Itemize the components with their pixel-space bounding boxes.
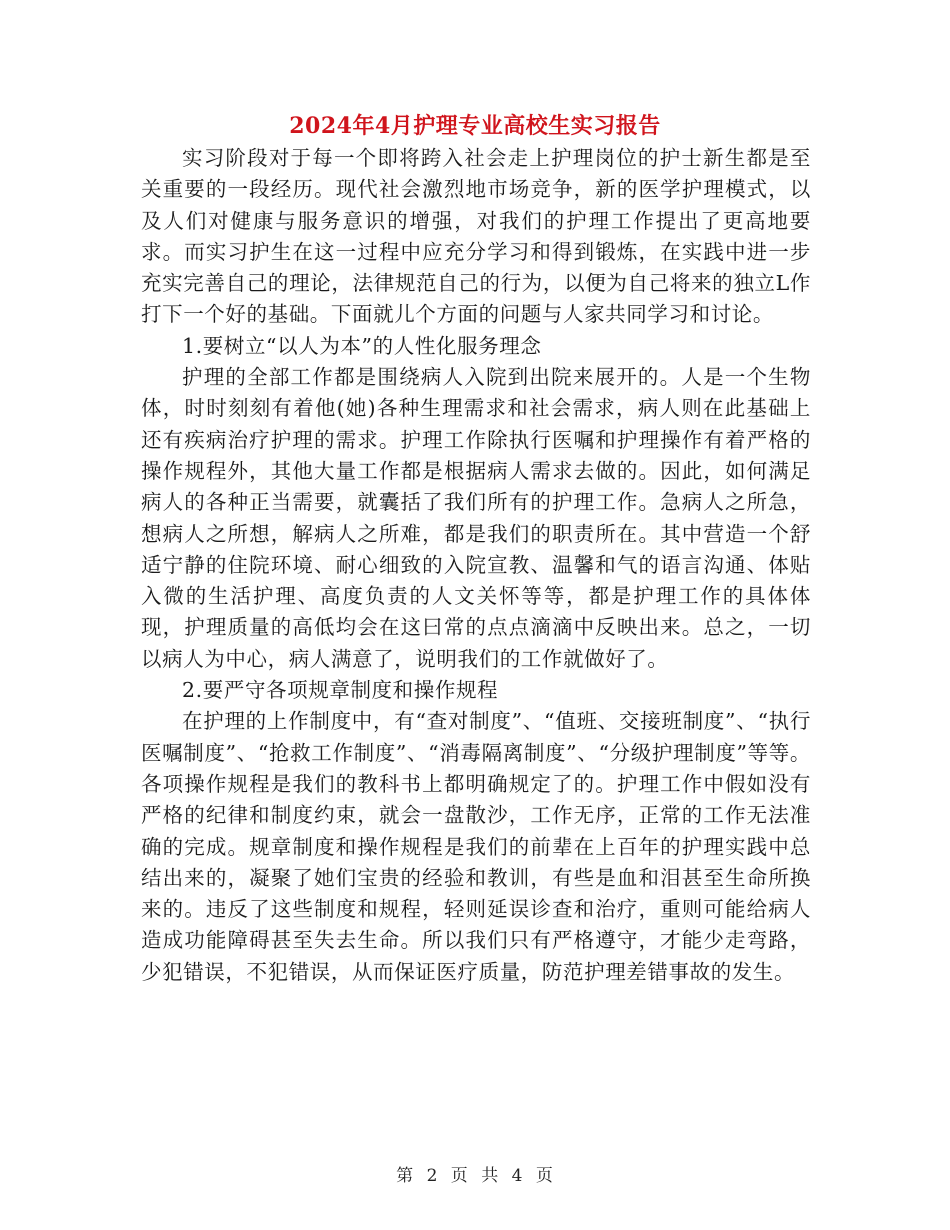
paragraph-section-1: 护理的全部工作都是围绕病人入院到出院来展开的。人是一个生物体，时时刻刻有着他(她)各种生理需求和社会需求，病人则在此基础上还有疾病治疗护理的需求。护理工作除执行医嘱和护理操作有着严格的操作规程外，其他大量工作都是根据病人需求去做的。因此，如何满足病人的各种正当需要，就囊括了我们所有的护理工作。急病人之所急，想病人之所想，解病人之所难，都是我们的职责所在。其中营造一个舒适宁静的住院环境、耐心细致的入院宣教、温馨和气的语言沟通、体贴入微的生活护理、高度负责的人文关怀等等，都是护理工作的具体体现，护理质量的高低均会在这曰常的点点滴滴中反映出来。总之，一切以病人为中心，病人满意了，说明我们的工作就做好了。 (141, 365, 811, 671)
paragraph-section-2: 在护理的上作制度中，有“查对制度”、“值班、交接班制度”、“执行医嘱制度”、“抢救工作制度”、“消毒隔离制度”、“分级护理制度”等等。各项操作规程是我们的教科书上都明确规定了的。护理工作中假如没有严格的纪律和制度约束，就会一盘散沙，工作无序，正常的工作无法准确的完成。规章制度和操作规程是我们的前辈在上百年的护理实践中总结出来的，凝聚了她们宝贵的经验和教训，有些是血和泪甚至生命所换来的。违反了这些制度和规程，轻则延误诊查和治疗，重则可能给病人造成功能障碍甚至失去生命。所以我们只有严格遵守，才能少走弯路，少犯错误，不犯错误，从而保证医疗质量，防范护理差错事故的发生。 (141, 709, 811, 984)
section-heading-2: 2.要严守各项规章制度和操作规程 (182, 678, 499, 703)
page-footer: 第 2 页 共 4 页 (396, 1166, 554, 1186)
section-heading-1: 1.要树立“以人为本”的人性化服务理念 (182, 333, 542, 358)
paragraph-intro: 实习阶段对于每一个即将跨入社会走上护理岗位的护士新生都是至关重要的一段经历。现代社会激烈地市场竞争，新的医学护理模式，以及人们对健康与服务意识的增强，对我们的护理工作提出了更高地要求。而实习护生在这一过程中应充分学习和得到锻炼，在实践中进一步充实完善自己的理论，法律规范自己的行为，以便为自己将来的独立L作打下一个好的基础。下面就儿个方面的问题与人家共同学习和讨论。 (141, 146, 811, 327)
document-title: 2024年4月护理专业高校生实习报告 (289, 113, 661, 139)
document-body (141, 143, 811, 988)
